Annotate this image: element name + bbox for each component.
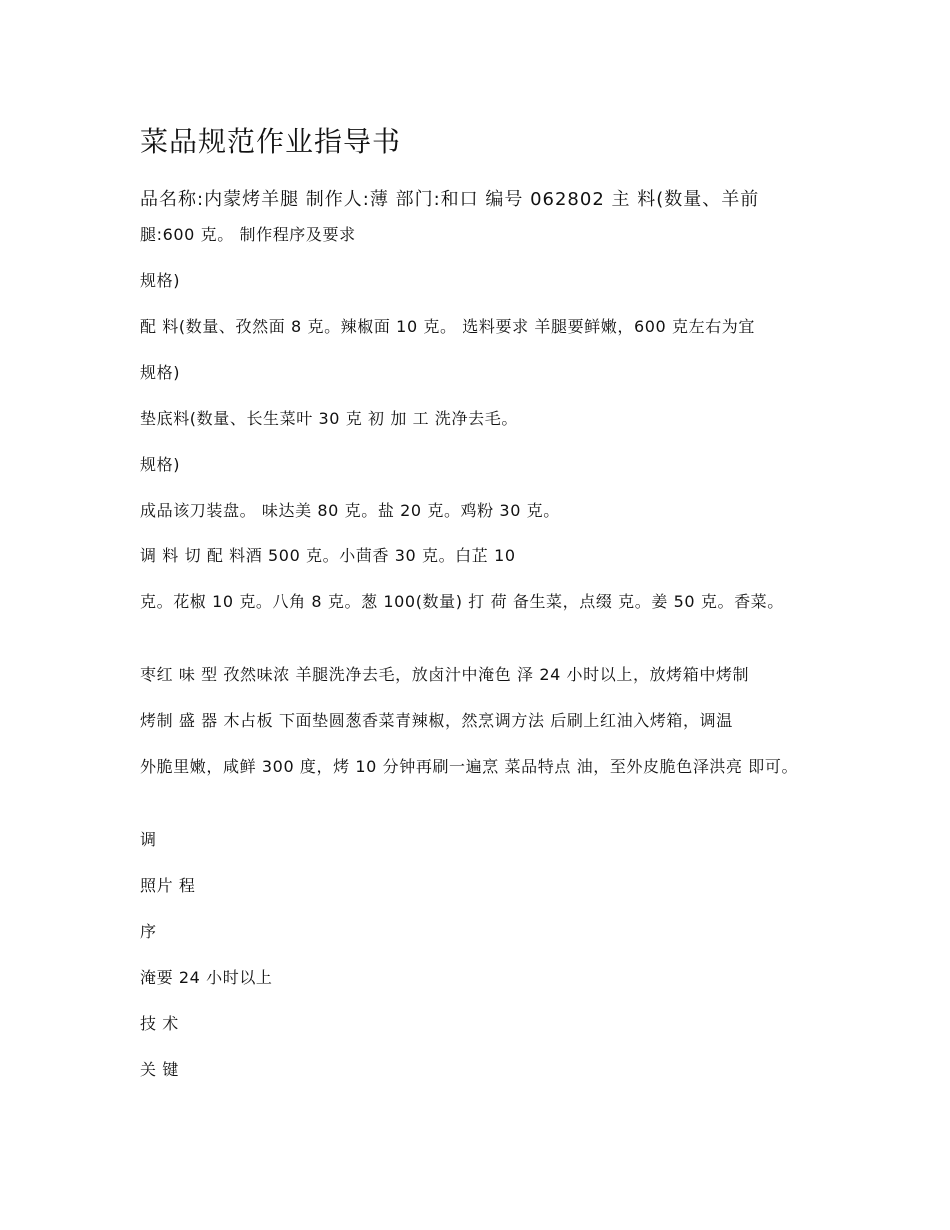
text-line-spec-2: 规格): [140, 363, 181, 382]
text-line-characteristics: 外脆里嫩，咸鲜 300 度，烤 10 分钟再刷一遍烹 菜品特点 油，至外皮脆色泽洪亮 即可。: [140, 757, 799, 776]
text-line-flavor: 枣红 味 型 孜然味浓 羊腿洗净去毛，放卤汁中淹色 泽 24 小时以上，放烤箱中烤制: [140, 665, 750, 684]
text-line-label-key: 关 键: [140, 1060, 179, 1079]
text-line-spec-3: 规格): [140, 455, 181, 474]
text-line-label-xu: 序: [140, 922, 157, 941]
text-line-label-technique: 技 术: [140, 1014, 179, 1033]
text-line-seasoning: 调 料 切 配 料酒 500 克。小茴香 30 克。白芷 10: [140, 546, 516, 565]
text-line-base-ingredients: 垫底料(数量、长生菜叶 30 克 初 加 工 洗净去毛。: [140, 409, 518, 428]
text-line-label-photo: 照片 程: [140, 876, 196, 895]
text-line-marinate: 淹要 24 小时以上: [140, 968, 273, 987]
text-line-main-ingredient: 腿:600 克。 制作程序及要求: [140, 225, 356, 244]
document-title: 菜品规范作业指导书: [140, 125, 402, 158]
document-page: [140, 0, 830, 1230]
text-line-plating: 成品该刀装盘。 味达美 80 克。盐 20 克。鸡粉 30 克。: [140, 501, 560, 520]
text-line-cooking-method: 烤制 盛 器 木占板 下面垫圆葱香菜青辣椒，然烹调方法 后刷上红油入烤箱，调温: [140, 711, 733, 730]
text-line-side-ingredients: 配 料(数量、孜然面 8 克。辣椒面 10 克。 选料要求 羊腿要鲜嫩，600 克左右为宜: [140, 317, 756, 336]
text-line-spec-1: 规格): [140, 271, 181, 290]
text-line-label-tiao: 调: [140, 830, 157, 849]
text-line-product-info: 品名称:内蒙烤羊腿 制作人:薄 部门:和口 编号 062802 主 料(数量、羊前: [140, 189, 760, 210]
text-line-spices: 克。花椒 10 克。八角 8 克。葱 100(数量) 打 荷 备生菜，点缀 克。姜 50 克。香菜。: [140, 592, 784, 611]
